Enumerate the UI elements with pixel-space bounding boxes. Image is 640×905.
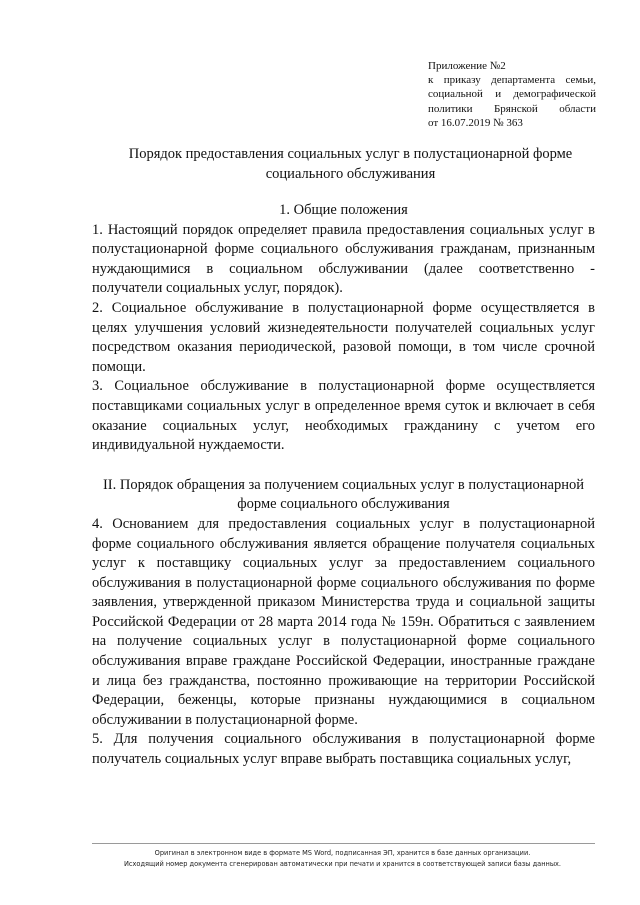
appendix-line: Приложение №2: [428, 60, 506, 72]
footer-line: Оригинал в электронном виде в формате MS Word, подписанная ЭП, хранится в базе данных организации.: [154, 849, 531, 857]
document-body: [92, 201, 595, 770]
appendix-line: от 16.07.2019 № 363: [428, 116, 523, 129]
appendix-line: социальной и демографической: [428, 88, 596, 101]
footer-divider: [92, 843, 595, 844]
footer-note: [60, 848, 625, 870]
appendix-line: к приказу департамента семьи,: [428, 74, 596, 87]
paragraph: 5. Для получения социального обслуживания в полустационарной форме получатель социальных услуг вправе выбрать поставщика социальных услуг,: [92, 731, 595, 768]
appendix-line: политики Брянской области: [428, 102, 596, 115]
appendix-note: [428, 59, 596, 130]
paragraph: 1. Настоящий порядок определяет правила предоставления социальных услуг в полустационарной форме социального обслуживания гражданам, признанным нуждающимися в социальном обслуживании (далее соответственно - получатели социальных услуг, порядок).: [92, 221, 595, 297]
document-title: Порядок предоставления социальных услуг в полустационарной форме социального обслуживания: [128, 146, 573, 182]
section-heading: II. Порядок обращения за получением социальных услуг в полустационарной форме социального обслуживания: [102, 476, 585, 513]
paragraph: 2. Социальное обслуживание в полустационарной форме осуществляется в целях улучшения условий жизнедеятельности получателей социальных услуг посредством оказания периодической, разовой помощи, в том числе срочной помощи.: [92, 299, 595, 375]
section-spacer: [92, 456, 595, 476]
paragraph: 3. Социальное обслуживание в полустационарной форме осуществляется поставщиками социальных услуг в определенное время суток и включает в себя оказание социальных услуг, необходимых гражданину с учетом его индивидуальной нуждаемости.: [92, 378, 595, 454]
footer-line: Исходящий номер документа сгенерирован автоматически при печати и хранится в соответствующей записи базы данных.: [123, 860, 562, 868]
paragraph: 4. Основанием для предоставления социальных услуг в полустационарной форме социального обслуживания является обращение получателя социальных услуг к поставщику социальных услуг за предоставлением социального обслуживания в полустационарной форме социального обслуживания по форме заявления, утвержденной приказом Министерства труда и социальной защиты Российской Федерации от 28 марта 2014 года № 159н. Обратиться с заявлением на получение социальных услуг в полустационарной форме социального обслуживания вправе граждане Российской Федерации, иностранные граждане и лица без гражданства, постоянно проживающие на территории Российской Федерации, беженцы, которые признаны нуждающимися в социальном обслуживании в полустационарной форме.: [92, 515, 595, 728]
section-heading: 1. Общие положения: [279, 202, 408, 218]
